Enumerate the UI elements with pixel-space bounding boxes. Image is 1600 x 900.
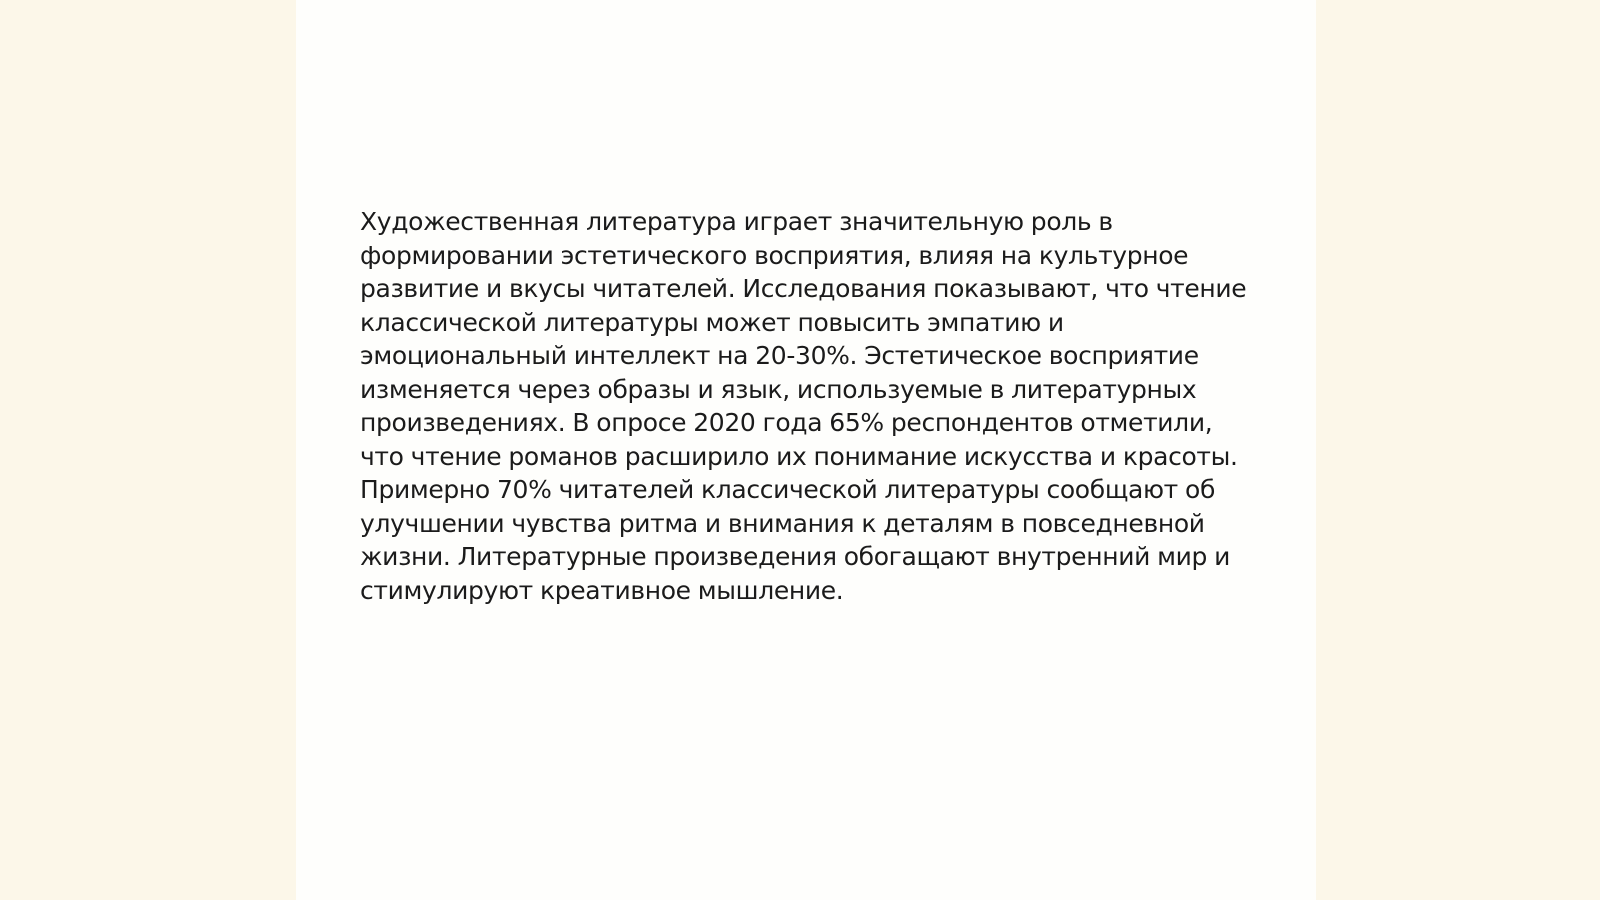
left-margin [0, 0, 296, 900]
body-paragraph: Художественная литература играет значительную роль в формировании эстетического восприятия, влияя на культурное развитие и вкусы читателей. Исследования показывают, что чтение классической литературы может повысить эмпатию и эмоциональный интеллект на 20-30%. Эстетическое восприятие изменяется через образы и язык, используемые в литературных произведениях. В опросе 2020 года 65% респондентов отметили, что чтение романов расширило их понимание искусства и красоты. Примерно 70% читателей классической литературы сообщают об улучшении чувства ритма и внимания к деталям в повседневной жизни. Литературные произведения обогащают внутренний мир и стимулируют креативное мышление. [360, 207, 1247, 605]
right-margin [1316, 0, 1600, 900]
